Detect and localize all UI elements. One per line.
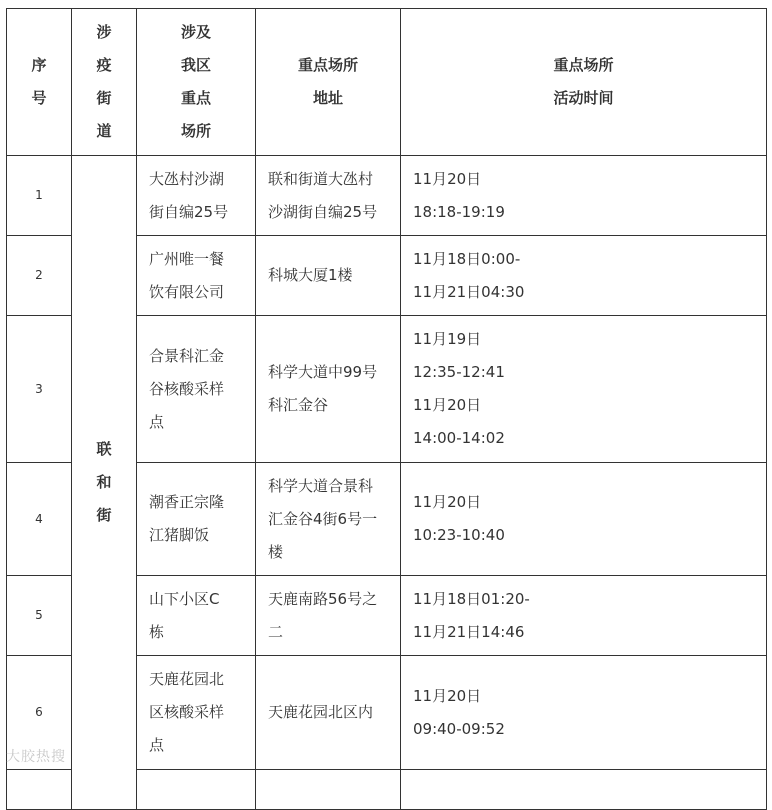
row-index: 5 <box>7 576 72 656</box>
time-cell: 11月20日 10:23-10:40 <box>401 463 767 576</box>
place-cell: 合景科汇金 谷核酸采样 点 <box>137 316 256 463</box>
street-cell: 联 和 街 <box>72 156 137 810</box>
time-cell: 11月20日 18:18-19:19 <box>401 156 767 236</box>
header-time: 重点场所 活动时间 <box>401 9 767 156</box>
address-cell: 科学大道合景科 汇金谷4街6号一 楼 <box>256 463 401 576</box>
place-cell: 山下小区C 栋 <box>137 576 256 656</box>
header-row <box>7 9 767 156</box>
row-index: 1 <box>7 156 72 236</box>
address-cell: 科学大道中99号 科汇金谷 <box>256 316 401 463</box>
place-cell: 大氹村沙湖 街自编25号 <box>137 156 256 236</box>
time-cell <box>401 770 767 810</box>
time-cell: 11月18日0:00- 11月21日04:30 <box>401 236 767 316</box>
watermark: 大胶热搜 <box>6 749 66 765</box>
row-index: 3 <box>7 316 72 463</box>
place-cell: 潮香正宗隆 江猪脚饭 <box>137 463 256 576</box>
time-cell: 11月19日 12:35-12:41 11月20日 14:00-14:02 <box>401 316 767 463</box>
row-index: 2 <box>7 236 72 316</box>
address-cell <box>256 770 401 810</box>
time-cell: 11月18日01:20- 11月21日14:46 <box>401 576 767 656</box>
key-places-table <box>6 8 767 810</box>
row-index: 6 <box>7 656 72 770</box>
address-cell: 联和街道大氹村 沙湖街自编25号 <box>256 156 401 236</box>
header-place: 涉及 我区 重点 场所 <box>137 9 256 156</box>
address-cell: 天鹿南路56号之 二 <box>256 576 401 656</box>
header-address: 重点场所 地址 <box>256 9 401 156</box>
header-index: 序 号 <box>7 9 72 156</box>
row-index: 4 <box>7 463 72 576</box>
time-cell: 11月20日 09:40-09:52 <box>401 656 767 770</box>
place-cell: 天鹿花园北 区核酸采样 点 <box>137 656 256 770</box>
address-cell: 天鹿花园北区内 <box>256 656 401 770</box>
table-row <box>7 156 767 236</box>
header-street: 涉 疫 街 道 <box>72 9 137 156</box>
address-cell: 科城大厦1楼 <box>256 236 401 316</box>
place-cell: 广州唯一餐 饮有限公司 <box>137 236 256 316</box>
place-cell <box>137 770 256 810</box>
row-index <box>7 770 72 810</box>
